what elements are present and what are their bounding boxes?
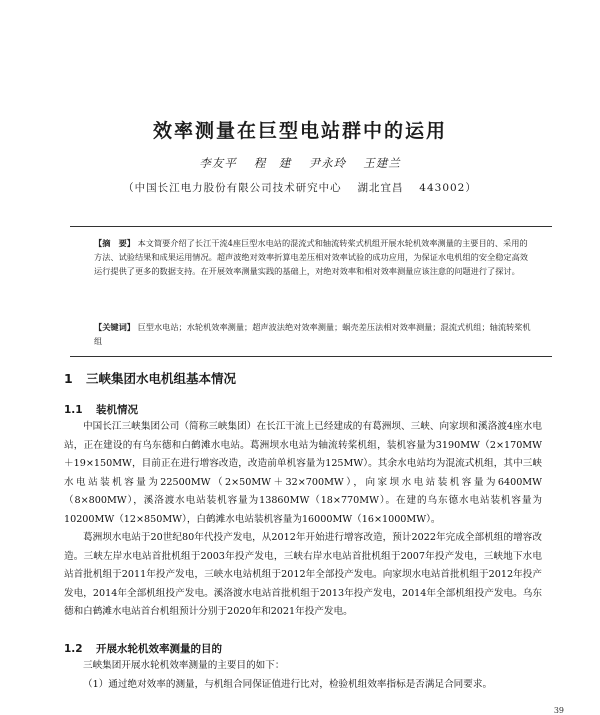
abstract-label: 【摘 要】 (94, 238, 135, 248)
paragraph: 中国长江三峡集团公司（简称三峡集团）在长江干流上已经建成的有葛洲坝、三峡、向家坝和溪洛渡4座水电站，正在建设的有乌东德和白鹤滩水电站。葛洲坝水电站为轴流转桨机组，装机容量为3190MW（2×170MW＋19×150MW，目前正在进行增容改造，改造前单机容量为125MW）。其余水电站均为混流式机组，其中三峡水电站装机容量为22500MW（2×50MW＋32×700MW），向家坝水电站装机容量为6400MW（8×800MW），溪洛渡水电站装机容量为13860MW（18×770MW）。在建的乌东德水电站装机容量为10200MW（12×850MW），白鹤滩水电站装机容量为16000MW（16×1000MW）。 (64, 421, 542, 525)
section-1-2-title: 开展水轮机效率测量的目的 (96, 643, 222, 655)
section-1-heading (64, 369, 236, 387)
abstract-text: 本文简要介绍了长江干流4座巨型水电站的混流式和轴流转桨式机组开展水轮机效率测量的主要目的、采用的方法、试验结果和成果运用情况。超声波绝对效率折算电差压相对效率试验的成功应用，为保证水电机组的安全稳定高效运行提供了更多的数据支持。在开展效率测量实践的基础上，对绝对效率和相对效率测量应该注意的问题进行了探讨。 (94, 238, 528, 276)
paper-title: 效率测量在巨型电站群中的运用 (152, 120, 447, 142)
keywords-text: 巨型水电站；水轮机效率测量；超声波法绝对效率测量；蜗壳差压法相对效率测量；混流式机组；轴流转桨机组 (94, 322, 531, 346)
bottom-divider (70, 356, 552, 357)
section-1-1-heading (64, 402, 138, 417)
paragraph: （1）通过绝对效率的测量，与机组合同保证值进行比对，检验机组效率指标是否满足合同要求。 (83, 678, 493, 690)
top-divider (70, 226, 552, 227)
section-1-1-body (64, 418, 542, 622)
paper-authors: 李友平 程 建 尹永玲 王建兰 (199, 156, 401, 170)
section-1-2-heading (64, 641, 222, 656)
section-1-number: 1 (64, 371, 73, 386)
abstract-block (94, 236, 532, 278)
paper-affiliation: （中国长江电力股份有限公司技术研究中心 湖北宜昌 443002） (123, 182, 477, 194)
keywords-label: 【关键词】 (94, 322, 135, 332)
section-1-2-number: 1.2 (64, 643, 83, 655)
section-1-1-title: 装机情况 (96, 404, 138, 416)
paragraph: 葛洲坝水电站于20世纪80年代投产发电，从2012年开始进行增容改造，预计2022年完成全部机组的增容改造。三峡左岸水电站首批机组于2003年投产发电，三峡右岸水电站首批机组于2007年投产发电，三峡地下水电站首批机组于2011年投产发电，三峡水电站机组于2012年全部投产发电。向家坝水电站首批机组于2012年投产发电，2014年全部机组投产发电。溪洛渡水电站首批机组于2013年投产发电，2014年全部机组投产发电。乌东德和白鹤滩水电站首台机组预计分别于2020年和2021年投产发电。 (64, 532, 542, 617)
keywords-block (94, 320, 532, 348)
section-1-1-number: 1.1 (64, 404, 83, 416)
section-1-2-body (64, 657, 542, 694)
section-1-title: 三峡集团水电机组基本情况 (86, 371, 237, 386)
page-number: 39 (553, 706, 564, 715)
paragraph: 三峡集团开展水轮机效率测量的主要目的如下： (83, 660, 285, 671)
